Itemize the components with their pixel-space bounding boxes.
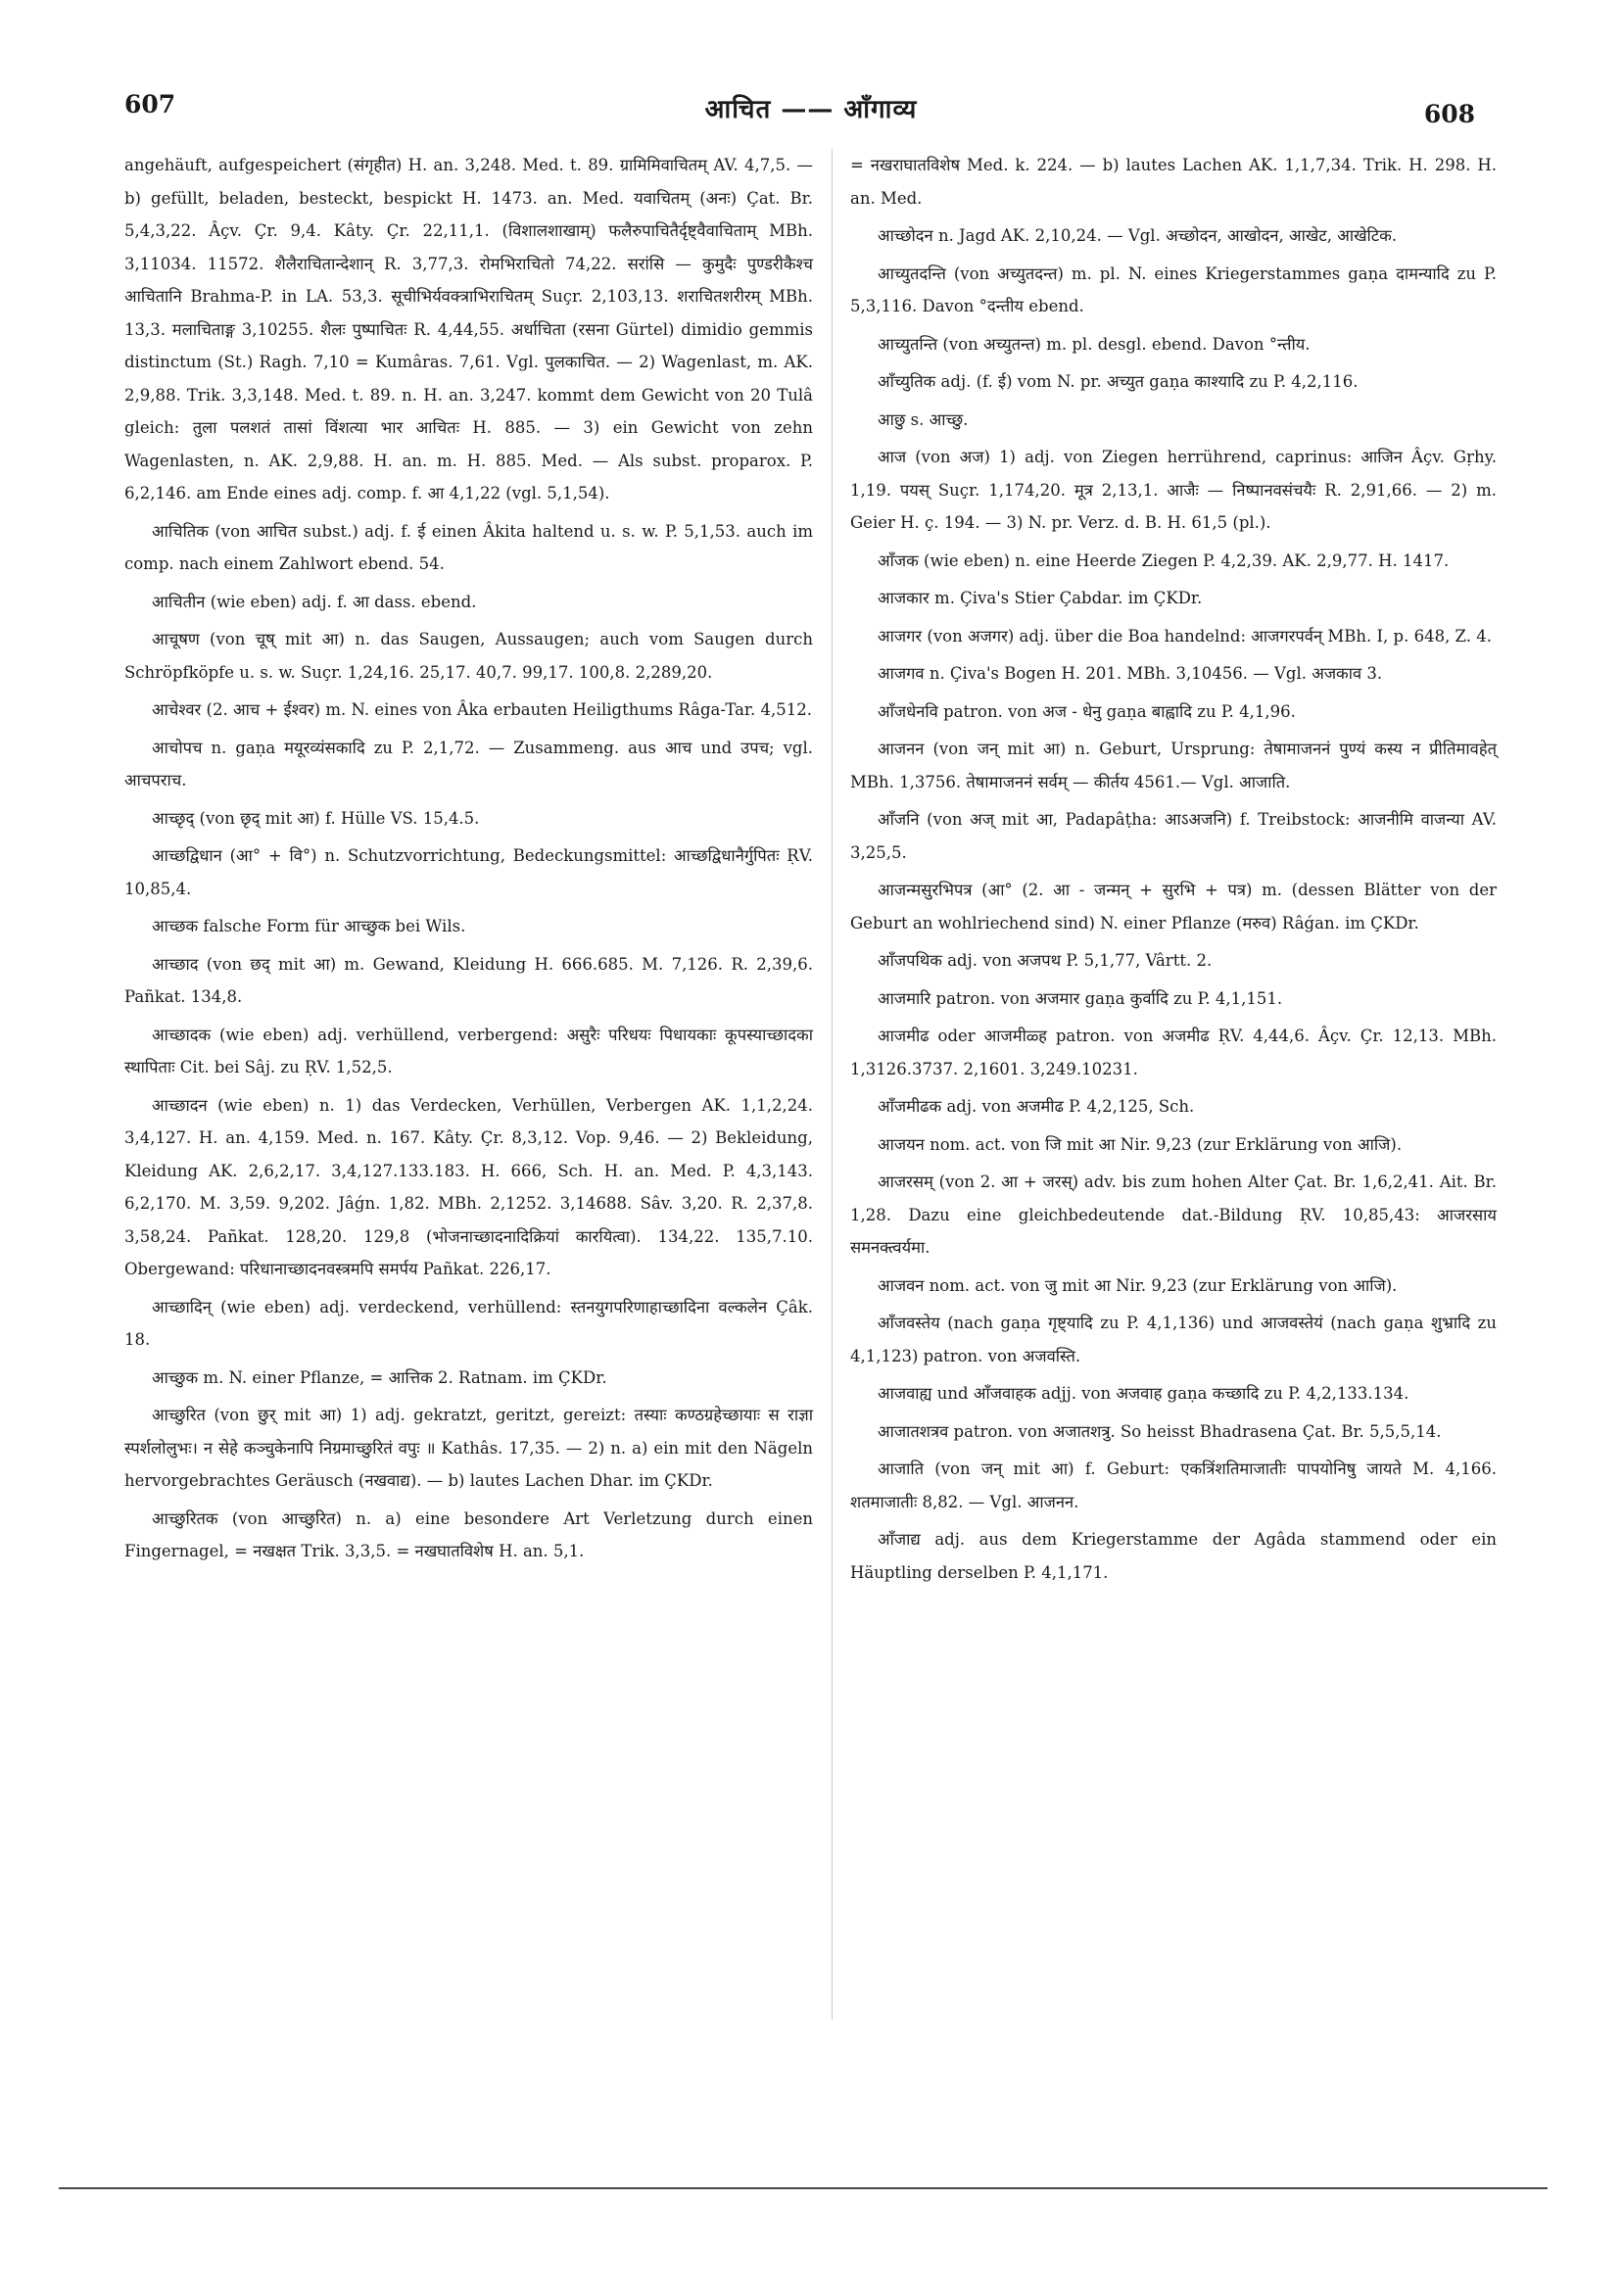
dictionary-entry: आँजनि (von अज् mit आ, Padapâṭha: आऽअजनि) f. Treibstock: आजनीमि वाजन्या AV. 3,25,5. — [850, 810, 1497, 862]
dictionary-entry: आँजवस्तेय (nach gaṇa गृष्ट्यादि zu P. 4,1,136) und आजवस्तेयं (nach gaṇa शुभ्रादि zu 4,1,123) patron. von अजवस्ति. — [850, 1314, 1497, 1365]
dictionary-entry: आच्छोदन n. Jagd AK. 2,10,24. — Vgl. अच्छोदन, आखोदन, आखेट, आखेटिक. — [878, 226, 1398, 245]
dictionary-entry: आच्छादिन् (wie eben) adj. verdeckend, verhüllend: स्तनयुगपरिणाहाच्छादिना वल्कलेन Çâk. 18. — [124, 1297, 813, 1349]
dictionary-entry: आच्छुरित (von छुर् mit आ) 1) adj. gekratzt, geritzt, gereizt: तस्याः कण्ठग्रहेच्छायाः स राज्ञा स्पर्शलोलुभः। न सेहे कञ्चुकेनापि निग्रमाच्छुरितं वपुः ॥ Kathâs. 17,35. — 2) n. a) ein mit den Nägeln hervorgebrachtes Geräusch (नखवाद्य). — b) lautes Lachen Dhar. im ÇKDr. — [124, 1406, 813, 1490]
dictionary-entry: आँजाद्य adj. aus dem Kriegerstamme der Agâda stammend oder ein Häuptling derselben P. 4,1,171. — [850, 1530, 1497, 1582]
dictionary-entry: आजयन nom. act. von जि mit आ Nir. 9,23 (zur Erklärung von आजि). — [878, 1134, 1403, 1154]
running-head: आचित —— आँगाव्य — [704, 95, 918, 124]
dictionary-entry: आँजमीढक adj. von अजमीढ P. 4,2,125, Sch. — [878, 1097, 1195, 1116]
dictionary-entry: आचितीन (wie eben) adj. f. आ dass. ebend. — [152, 592, 477, 611]
dictionary-entry: आँजधेनवि patron. von अज - धेनु gaṇa बाह्वादि zu P. 4,1,96. — [878, 701, 1296, 721]
dictionary-entry: आजवन nom. act. von जु mit आ Nir. 9,23 (zur Erklärung von आजि). — [878, 1275, 1398, 1295]
dictionary-entry: = नखराघातविशेष Med. k. 224. — b) lautes Lachen AK. 1,1,7,34. Trik. H. 298. H. an. Med. — [850, 156, 1497, 208]
dictionary-entry: आजकार m. Çiva's Stier Çabdar. im ÇKDr. — [878, 589, 1203, 607]
dictionary-entry: आजगव n. Çiva's Bogen H. 201. MBh. 3,10456. — Vgl. अजकाव 3. — [878, 664, 1383, 683]
dictionary-entry: आँजक (wie eben) n. eine Heerde Ziegen P. 4,2,39. AK. 2,9,77. H. 1417. — [878, 550, 1450, 570]
dictionary-entry: आच्छादक (wie eben) adj. verhüllend, verbergend: असुरैः परिधयः पिधायकाः कूपस्याच्छादका स्थापिताः Cit. bei Sâj. zu ṚV. 1,52,5. — [124, 1025, 813, 1076]
footer-rule — [59, 2187, 1548, 2189]
dictionary-entry: आँच्युतिक adj. (f. ई) vom N. pr. अच्युत gaṇa काश्यादि zu P. 4,2,116. — [878, 372, 1359, 391]
page-header — [0, 90, 1622, 129]
dictionary-entry: आच्छक falsche Form für आच्छुक bei Wils. — [152, 917, 466, 935]
dictionary-entry: आच्छुरितक (von आच्छुरित) n. a) eine besondere Art Verletzung durch einen Fingernagel, = नखक्षत Trik. 3,3,5. = नखघातविशेष H. an. 5,1. — [124, 1508, 813, 1560]
dictionary-entry: आचोपच n. gaṇa मयूरव्यंसकादि zu P. 2,1,72. — Zusammeng. aus आच und उपच; vgl. आचपराच. — [124, 738, 813, 789]
dictionary-entry: आजगर (von अजगर) adj. über die Boa handelnd: आजगरपर्वन् MBh. I, p. 648, Z. 4. — [878, 626, 1492, 646]
dictionary-entry: आज (von अज) 1) adj. von Ziegen herrührend, caprinus: आजिन Âçv. Gṛhy. 1,19. पयस् Suçr. 1,174,20. मूत्र 2,13,1. आजैः — निष्पानवसंचयैः R. 2,91,66. — 2) m. Geier H. ç. 194. — 3) N. pr. Verz. d. B. H. 61,5 (pl.). — [850, 448, 1497, 532]
dictionary-entry: आछु s. आच्छु. — [878, 409, 969, 429]
dictionary-entry: आजरसम् (von 2. आ + जरस्) adv. bis zum hohen Alter Çat. Br. 1,6,2,41. Ait. Br. 1,28. Dazu eine gleichbedeutende dat.-Bildung ṚV. 10,85,43: आजरसाय समनक्त्वर्यमा. — [850, 1172, 1497, 1257]
dictionary-entry: आचेश्वर (2. आच + ईश्वर) m. N. eines von Âka erbauten Heiligthums Râga-Tar. 4,512. — [152, 700, 812, 719]
dictionary-entry: आजनन (von जन् mit आ) n. Geburt, Ursprung: तेषामाजननं पुण्यं कस्य न प्रीतिमावहेत् MBh. 1,3756. तेषामाजननं सर्वम् — कीर्तय 4561.— Vgl. आजाति. — [850, 740, 1497, 791]
dictionary-entry: आचितिक (von आचित subst.) adj. f. ई einen Âkita haltend u. s. w. P. 5,1,53. auch im comp. nach einem Zahlwort ebend. 54. — [124, 521, 813, 573]
dictionary-entry: आजवाह्य und आँजवाहक adjj. von अजवाह gaṇa कच्छादि zu P. 4,2,133.134. — [878, 1384, 1409, 1403]
dictionary-entry: आच्युतदन्ति (von अच्युतदन्त) m. pl. N. eines Kriegerstammes gaṇa दामन्यादि zu P. 5,3,116. Davon °दन्तीय ebend. — [850, 263, 1497, 315]
column-divider — [832, 149, 833, 2020]
dictionary-entry: आजमीढ oder आजमीळ्ह patron. von अजमीढ ṚV. 4,44,6. Âçv. Çr. 12,13. MBh. 1,3126.3737. 2,1601. 3,249.10231. — [850, 1027, 1497, 1078]
left-column — [124, 149, 813, 1573]
page-number-right: 608 — [1423, 100, 1475, 128]
dictionary-entry: आच्छाद (von छद् mit आ) m. Gewand, Kleidung H. 666.685. M. 7,126. R. 2,39,6. Pañkat. 134,8. — [124, 954, 813, 1006]
dictionary-entry: आजातशत्रव patron. von अजातशत्रु. So heisst Bhadrasena Çat. Br. 5,5,5,14. — [878, 1421, 1442, 1441]
dictionary-entry: angehäuft, aufgespeichert (संगृहीत) H. an. 3,248. Med. t. 89. ग्रामिमिवाचितम् AV. 4,7,5. — b) gefüllt, beladen, besteckt, bespickt H. 1473. an. Med. यवाचितम् (अनः) Çat. Br. 5,4,3,22. Âçv. Çr. 9,4. Kâty. Çr. 22,11,1. (विशालशाखाम्) फलैरुपाचितैर्दृष्ट्वैवाचिताम् MBh. 3,11034. 11572. शैलैराचितान्देशान् R. 3,77,3. रोमभिराचितो 74,22. सरांसि — कुमुदैः पुण्डरीकैश्च आचितानि Brahma-P. in LA. 53,3. सूचीभिर्यवक्त्राभिराचितम् Suçr. 2,103,13. शराचितशरीरम् MBh. 13,3. मलाचिताङ्ग 3,10255. शैलः पुष्पाचितः R. 4,44,55. अर्धाचिता (रसना Gürtel) dimidio gemmis distinctum (St.) Ragh. 7,10 = Kumâras. 7,61. Vgl. पुलकाचित. — 2) Wagenlast, m. AK. 2,9,88. Trik. 3,3,148. Med. t. 89. n. H. an. 3,247. kommt dem Gewicht von 20 Tulâ gleich: तुला पलशतं तासां विंशत्या भार आचितः H. 885. — 3) ein Gewicht von zehn Wagenlasten, n. AK. 2,9,88. H. an. m. H. 885. Med. — Als subst. proparox. P. 6,2,146. am Ende eines adj. comp. f. आ 4,1,22 (vgl. 5,1,54). — [124, 156, 813, 502]
dictionary-entry: आच्छादन (wie eben) n. 1) das Verdecken, Verhüllen, Verbergen AK. 1,1,2,24. 3,4,127. H. an. 4,159. Med. n. 167. Kâty. Çr. 8,3,12. Vop. 9,46. — 2) Bekleidung, Kleidung AK. 2,6,2,17. 3,4,127.133.183. H. 666, Sch. H. an. Med. P. 4,3,143. 6,2,170. M. 3,59. 9,202. Jâǵn. 1,82. MBh. 2,1252. 3,14688. Sâv. 3,20. R. 2,37,8. 3,58,24. Pañkat. 128,20. 129,8 (भोजनाच्छादनादिक्रियां कारयित्वा). 134,22. 135,7.10. Obergewand: परिधानाच्छादनवस्त्रमपि समर्पय Pañkat. 226,17. — [124, 1095, 813, 1278]
right-column — [850, 149, 1497, 1594]
dictionary-entry: आच्छुक m. N. einer Pflanze, = आत्तिक 2. Ratnam. im ÇKDr. — [152, 1367, 607, 1387]
dictionary-entry: आच्युतन्ति (von अच्युतन्त) m. pl. desgl. ebend. Davon °न्तीय. — [878, 334, 1311, 354]
dictionary-entry: आजाति (von जन् mit आ) f. Geburt: एकत्रिंशतिमाजातीः पापयोनिषु जायते M. 4,166. शतमाजातीः 8,82. — Vgl. आजनन. — [850, 1459, 1497, 1511]
dictionary-entry: आचूषण (von चूष् mit आ) n. das Saugen, Aussaugen; auch vom Saugen durch Schröpfköpfe u. s. w. Suçr. 1,24,16. 25,17. 40,7. 99,17. 100,8. 2,289,20. — [124, 630, 813, 682]
dictionary-entry: आजमारि patron. von अजमार gaṇa कुर्वादि zu P. 4,1,151. — [878, 988, 1283, 1008]
dictionary-entry: आँजपथिक adj. von अजपथ P. 5,1,77, Vârtt. 2. — [878, 951, 1213, 970]
dictionary-entry: आजन्मसुरभिपत्र (आ° (2. आ - जन्मन् + सुरभि + पत्र) m. (dessen Blätter von der Geburt an wohlriechend sind) N. einer Pflanze (मरुव) Râǵan. im ÇKDr. — [850, 881, 1497, 933]
dictionary-entry: आच्छृद् (von छृद् mit आ) f. Hülle VS. 15,4.5. — [152, 808, 480, 828]
page-number-left: 607 — [124, 90, 176, 119]
dictionary-entry: आच्छद्विधान (आ° + वि°) n. Schutzvorrichtung, Bedeckungsmittel: आच्छद्विधानैर्गुपितः ṚV. 10,85,4. — [124, 846, 813, 898]
